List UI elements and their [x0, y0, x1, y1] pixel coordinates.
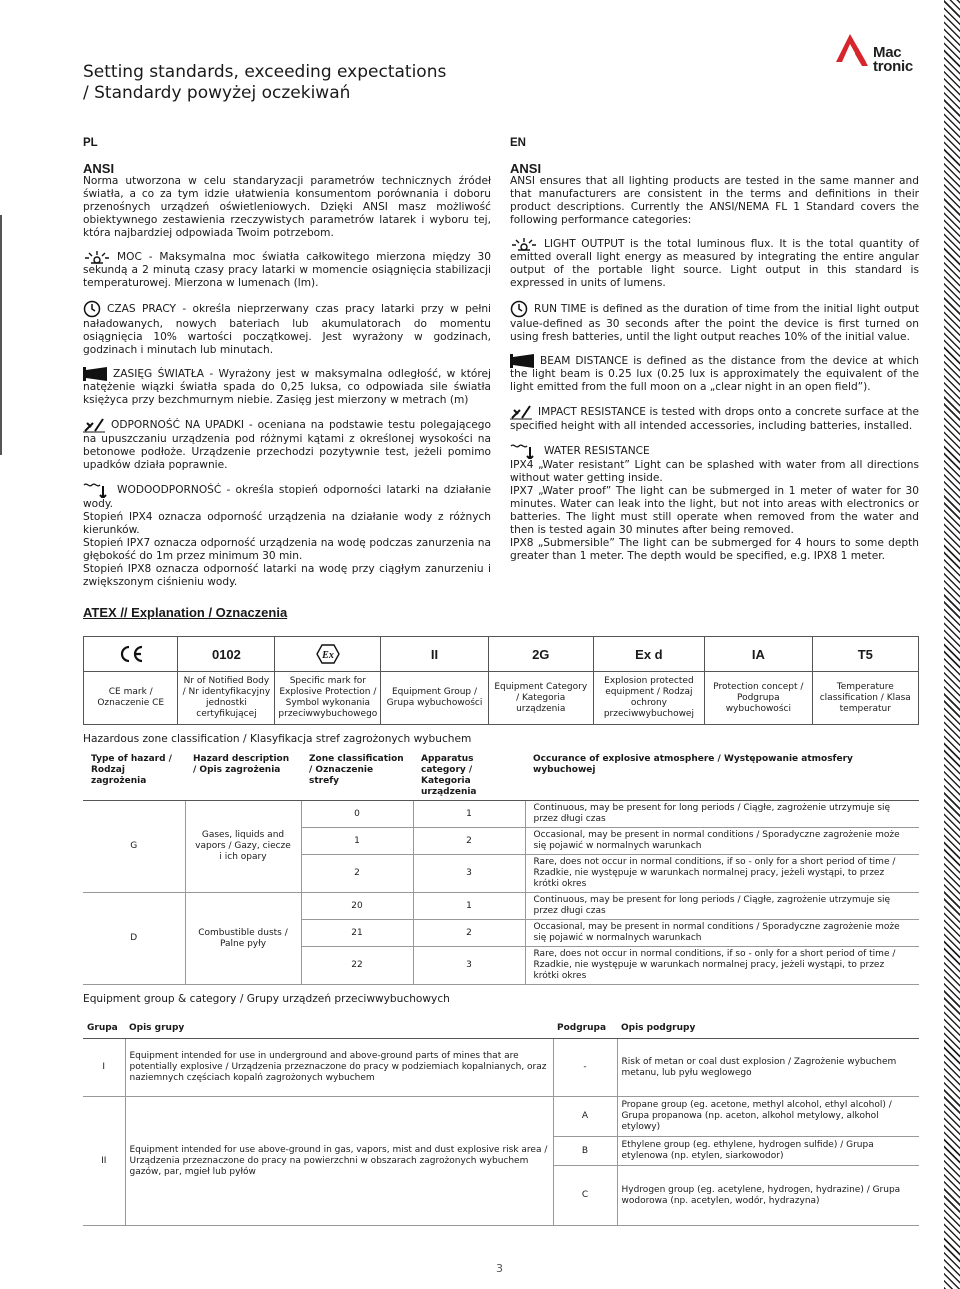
- hazard-zone-table: [83, 752, 919, 985]
- pl-ansi-heading: ANSI: [83, 161, 115, 176]
- impact-resistance-icon: [83, 417, 105, 433]
- pl-wodo-paragraph: WODOODPORNOŚĆ - określa stopień odporności latarki na działanie wody.: [83, 484, 491, 510]
- en-beam-paragraph: BEAM DISTANCE is defined as the distance from the device at which the light beam is 0.25 lux (0.25 lux is approximately the equivalent of the light emitted from the full moon on a „clear night in an open field”).: [510, 355, 919, 393]
- group-header-row: [83, 1019, 919, 1039]
- logo-mark-icon: [836, 34, 874, 68]
- beam-distance-icon: [83, 367, 107, 381]
- zone-header: Occurance of explosive atmosphere / Występowanie atmosfery wybuchowej: [525, 752, 919, 801]
- en-water-paragraph: WATER RESISTANCE: [510, 443, 919, 459]
- atex-descriptions-row: [84, 672, 919, 725]
- en-run-paragraph: RUN TIME is defined as the duration of time from the initial light output value-defined as 30 seconds after the point the device is first turned on using fresh batteries, until the light output reaches 10% of the initial value.: [510, 300, 919, 344]
- occurrence-cell: Continuous, may be present for long periods / Ciągłe, zagrożenie utrzymuje się przez długi czas: [525, 893, 919, 920]
- atex-marks-row: [84, 637, 919, 672]
- hazard-desc-d: Combustible dusts / Palne pyły: [185, 893, 301, 985]
- occurrence-cell: Occasional, may be present in normal conditions / Sporadyczne zagrożenie może się pojawić w normalnych warunkach: [525, 920, 919, 947]
- pl-ipx4: Stopień IPX4 oznacza odporność urządzenia na działanie wody z różnych kierunków.: [83, 511, 491, 536]
- clock-icon: [510, 300, 528, 318]
- equipment-group-table: [83, 1019, 919, 1226]
- mactronic-logo: [836, 34, 922, 82]
- category-cell: 2: [413, 828, 525, 855]
- group-cell: I: [83, 1039, 125, 1097]
- zone-cell: 21: [301, 920, 413, 947]
- atex-mark-group: II: [381, 637, 488, 672]
- svg-text:Ex: Ex: [322, 649, 334, 661]
- atex-desc-cell: Nr of Notified Body / Nr identyfikacyjny jednostki certyfikującej: [178, 672, 275, 725]
- category-cell: 1: [413, 801, 525, 828]
- margin-mark: [0, 215, 2, 455]
- zone-cell: 2: [301, 855, 413, 893]
- atex-heading: ATEX // Explanation / Oznaczenia: [83, 605, 288, 620]
- group-header: Podgrupa: [553, 1019, 617, 1039]
- page-title: [83, 62, 446, 104]
- atex-mark-temperature: T5: [812, 637, 918, 672]
- category-cell: 1: [413, 893, 525, 920]
- subgroup-cell: -: [553, 1039, 617, 1097]
- category-cell: 3: [413, 855, 525, 893]
- impact-resistance-icon: [510, 404, 532, 420]
- groups-heading: Equipment group & category / Grupy urządzeń przeciwwybuchowych: [83, 993, 450, 1005]
- en-light-paragraph: LIGHT OUTPUT is the total luminous flux. It is the total quantity of emitted overall light energy as measured by integrating the entire angular output of the portable light source. Light output in this standard is expressed in units of lumens.: [510, 238, 919, 289]
- category-cell: 2: [413, 920, 525, 947]
- atex-table: [83, 636, 919, 725]
- atex-desc-cell: Equipment Group / Grupa wybuchowości: [381, 672, 488, 725]
- category-cell: 3: [413, 947, 525, 985]
- atex-mark-concept: IA: [705, 637, 812, 672]
- atex-desc-cell: Temperature classification / Klasa temperatur: [812, 672, 918, 725]
- decorative-edge-strip: [944, 0, 960, 1289]
- title-line-2: / Standardy powyżej oczekiwań: [83, 83, 351, 103]
- pl-intro: Norma utworzona w celu standaryzacji parametrów technicznych źródeł światła, a co za tym idzie ułatwienia konsumentom porównania i doboru przenośnych urządzeń oświetleniowych. Dzięki ANSI masz możliwość obiektywnego zestawienia rzeczywistych parametrów latarek i wyboru tej, która najbardziej odpowiada Twoim potrzebom.: [83, 175, 491, 239]
- pl-czas-paragraph: CZAS PRACY - określa nieprzerwany czas pracy latarki przy w pełni naładowanych, nowych bateriach lub akumulatorach do momentu osiągnięcia 10% wartości początkowej. Jest wyrażony w godzinach, godzinach i minutach lub minutach.: [83, 300, 491, 357]
- occurrence-cell: Continuous, may be present for long periods / Ciągłe, zagrożenie utrzymuje się przez długi czas: [525, 801, 919, 828]
- title-line-1: Setting standards, exceeding expectations: [83, 62, 447, 82]
- zone-header: Hazard description / Opis zagrożenia: [185, 752, 301, 801]
- atex-desc-cell: Protection concept / Podgrupa wybuchowości: [705, 672, 812, 725]
- subgroup-desc-cell: Hydrogen group (eg. acetylene, hydrogen, hydrazine) / Grupa wodorowa (np. acetylen, wodór, hydrazyna): [617, 1166, 919, 1226]
- pl-moc-paragraph: MOC - Maksymalna moc światła całkowitego mierzona między 30 sekundą a 2 minutą czasy pracy latarki w momencie osiągnięcia stabilizacji temperaturowej. Mierzona w lumenach (lm).: [83, 251, 491, 289]
- zone-header: Type of hazard / Rodzaj zagrożenia: [83, 752, 185, 801]
- occurrence-cell: Rare, does not occur in normal conditions, if so - only for a short period of time / Rzadkie, nie występuje w warunkach normalnej pracy, jeżeli wystąpi, to przez krótki okres: [525, 947, 919, 985]
- en-impact-paragraph: IMPACT RESISTANCE is tested with drops onto a concrete surface at the specified height with all intended accessories, including batteries, installed.: [510, 406, 919, 432]
- atex-mark-category: 2G: [488, 637, 593, 672]
- pl-zasieg-paragraph: ZASIĘG ŚWIATŁA - Wyrażony jest w maksymalna odległość, w której natężenie wiązki światła spada do 0,25 luksa, co odpowiada sile światła księżyca przy bezchmurnym niebie. Zasięg jest mierzony w metrach (m): [83, 368, 491, 406]
- zones-heading: Hazardous zone classification / Klasyfikacja stref zagrożonych wybuchem: [83, 733, 472, 745]
- clock-icon: [83, 300, 101, 318]
- subgroup-cell: B: [553, 1137, 617, 1166]
- light-output-icon: [510, 237, 538, 251]
- water-resistance-icon: [83, 482, 111, 498]
- page-number: 3: [496, 1262, 503, 1275]
- atex-mark-protection: Ex d: [593, 637, 704, 672]
- hazard-type-g: G: [83, 801, 185, 893]
- zone-cell: 20: [301, 893, 413, 920]
- hazard-type-d: D: [83, 893, 185, 985]
- table-row: [83, 1039, 919, 1097]
- zone-cell: 0: [301, 801, 413, 828]
- occurrence-cell: Occasional, may be present in normal conditions / Sporadyczne zagrożenie może się pojawić w normalnych warunkach: [525, 828, 919, 855]
- atex-mark-notified-body: 0102: [178, 637, 275, 672]
- subgroup-desc-cell: Ethylene group (eg. ethylene, hydrogen sulfide) / Grupa etylenowa (np. etylen, siarkowodor): [617, 1137, 919, 1166]
- ex-hexagon-icon: [316, 644, 340, 664]
- en-ipx4: IPX4 „Water resistant” Light can be splashed with water from all directions without water getting inside.: [510, 459, 919, 484]
- zone-header: Apparatus category / Kategoria urządzenia: [413, 752, 525, 801]
- pl-ipx7: Stopień IPX7 oznacza odporność urządzenia na wodę podczas zanurzenia na głębokość do 1m przez minimum 30 min.: [83, 537, 491, 562]
- en-ansi-heading: ANSI: [510, 161, 542, 176]
- atex-desc-cell: Equipment Category / Kategoria urządzenia: [488, 672, 593, 725]
- pl-language-label: PL: [83, 137, 98, 149]
- subgroup-cell: C: [553, 1166, 617, 1226]
- occurrence-cell: Rare, does not occur in normal conditions, if so - only for a short period of time / Rzadkie, nie występuje w warunkach normalnej pracy, jeżeli wystąpi, to przez krótki okres: [525, 855, 919, 893]
- hazard-desc-g: Gases, liquids and vapors / Gazy, ciecze i ich opary: [185, 801, 301, 893]
- group-desc-cell: Equipment intended for use above-ground in gas, vapors, mist and dust explosive risk area / Urządzenia przeznaczone do pracy na powierzchni w obszarach zagrożonych wybuchem gazów, par, mgieł lub pyłów: [125, 1097, 553, 1226]
- water-resistance-icon: [510, 443, 538, 459]
- group-header: Opis grupy: [125, 1019, 553, 1039]
- pl-column: [83, 137, 491, 589]
- en-language-label: EN: [510, 137, 526, 149]
- pl-ipx8: Stopień IPX8 oznacza odporność latarki na wodę przy ciągłym zanurzeniu i zwiększonym ciśnieniu wody.: [83, 563, 491, 588]
- zone-cell: 22: [301, 947, 413, 985]
- table-row: [83, 893, 919, 920]
- group-desc-cell: Equipment intended for use in underground and above-ground parts of mines that are potentially explosive / Urządzenia przeznaczone do pracy w podziemiach kopalnianych, oraz naziemnych częściach kopalń zagrożonych wybuchem: [125, 1039, 553, 1097]
- subgroup-cell: A: [553, 1097, 617, 1137]
- en-intro: ANSI ensures that all lighting products are tested in the same manner and that manufacturers are consistent in the terms and definitions in their product descriptions. Currently the ANSI/NEMA FL 1 Standard covers the following performance categories:: [510, 175, 919, 226]
- table-row: [83, 801, 919, 828]
- group-header: Grupa: [83, 1019, 125, 1039]
- en-ipx7: IPX7 „Water proof” The light can be submerged in 1 meter of water for 30 minutes. Water can leak into the light, but not into areas with electronics or batteries. The light must still operate when removed from the water and then is tested again 30 minutes after being removed.: [510, 485, 919, 536]
- subgroup-desc-cell: Risk of metan or coal dust explosion / Zagrożenie wybuchem metanu, lub pyłu weglowego: [617, 1039, 919, 1097]
- atex-desc-cell: Explosion protected equipment / Rodzaj ochrony przeciwwybuchowej: [593, 672, 704, 725]
- en-column: [510, 137, 919, 563]
- zone-header: Zone classification / Oznaczenie strefy: [301, 752, 413, 801]
- light-output-icon: [83, 250, 111, 264]
- ce-mark-cell: [84, 637, 178, 672]
- group-cell: II: [83, 1097, 125, 1226]
- logo-text: Mac tronic: [873, 44, 913, 75]
- atex-desc-cell: CE mark / Oznaczenie CE: [84, 672, 178, 725]
- zone-header-row: [83, 752, 919, 801]
- subgroup-desc-cell: Propane group (eg. acetone, methyl alcohol, ethyl alcohol) / Grupa propanowa (np. aceton, alkohol metylowy, alkohol etylowy): [617, 1097, 919, 1137]
- pl-odpornosc-paragraph: ODPORNOŚĆ NA UPADKI - oceniana na podstawie testu polegającego na upuszczaniu urządzenia pod różnymi kątami z określonej wysokości na betonowe podłoże. Urządzenie przechodzi pozytywnie test, jeżeli pomimo upadków działa poprawnie.: [83, 419, 491, 471]
- atex-desc-cell: Specific mark for Explosive Protection / Symbol wykonania przeciwwybuchowego: [275, 672, 381, 725]
- en-ipx8: IPX8 „Submersible” The light can be submerged for 4 hours to some depth greater than 1 meter. The depth would be specified, e.g. IPX8 1 meter.: [510, 537, 919, 562]
- ex-symbol-cell: [275, 637, 381, 672]
- group-header: Opis podgrupy: [617, 1019, 919, 1039]
- beam-distance-icon: [510, 354, 534, 368]
- ce-mark-icon: [118, 645, 144, 663]
- zone-cell: 1: [301, 828, 413, 855]
- table-row: [83, 1097, 919, 1137]
